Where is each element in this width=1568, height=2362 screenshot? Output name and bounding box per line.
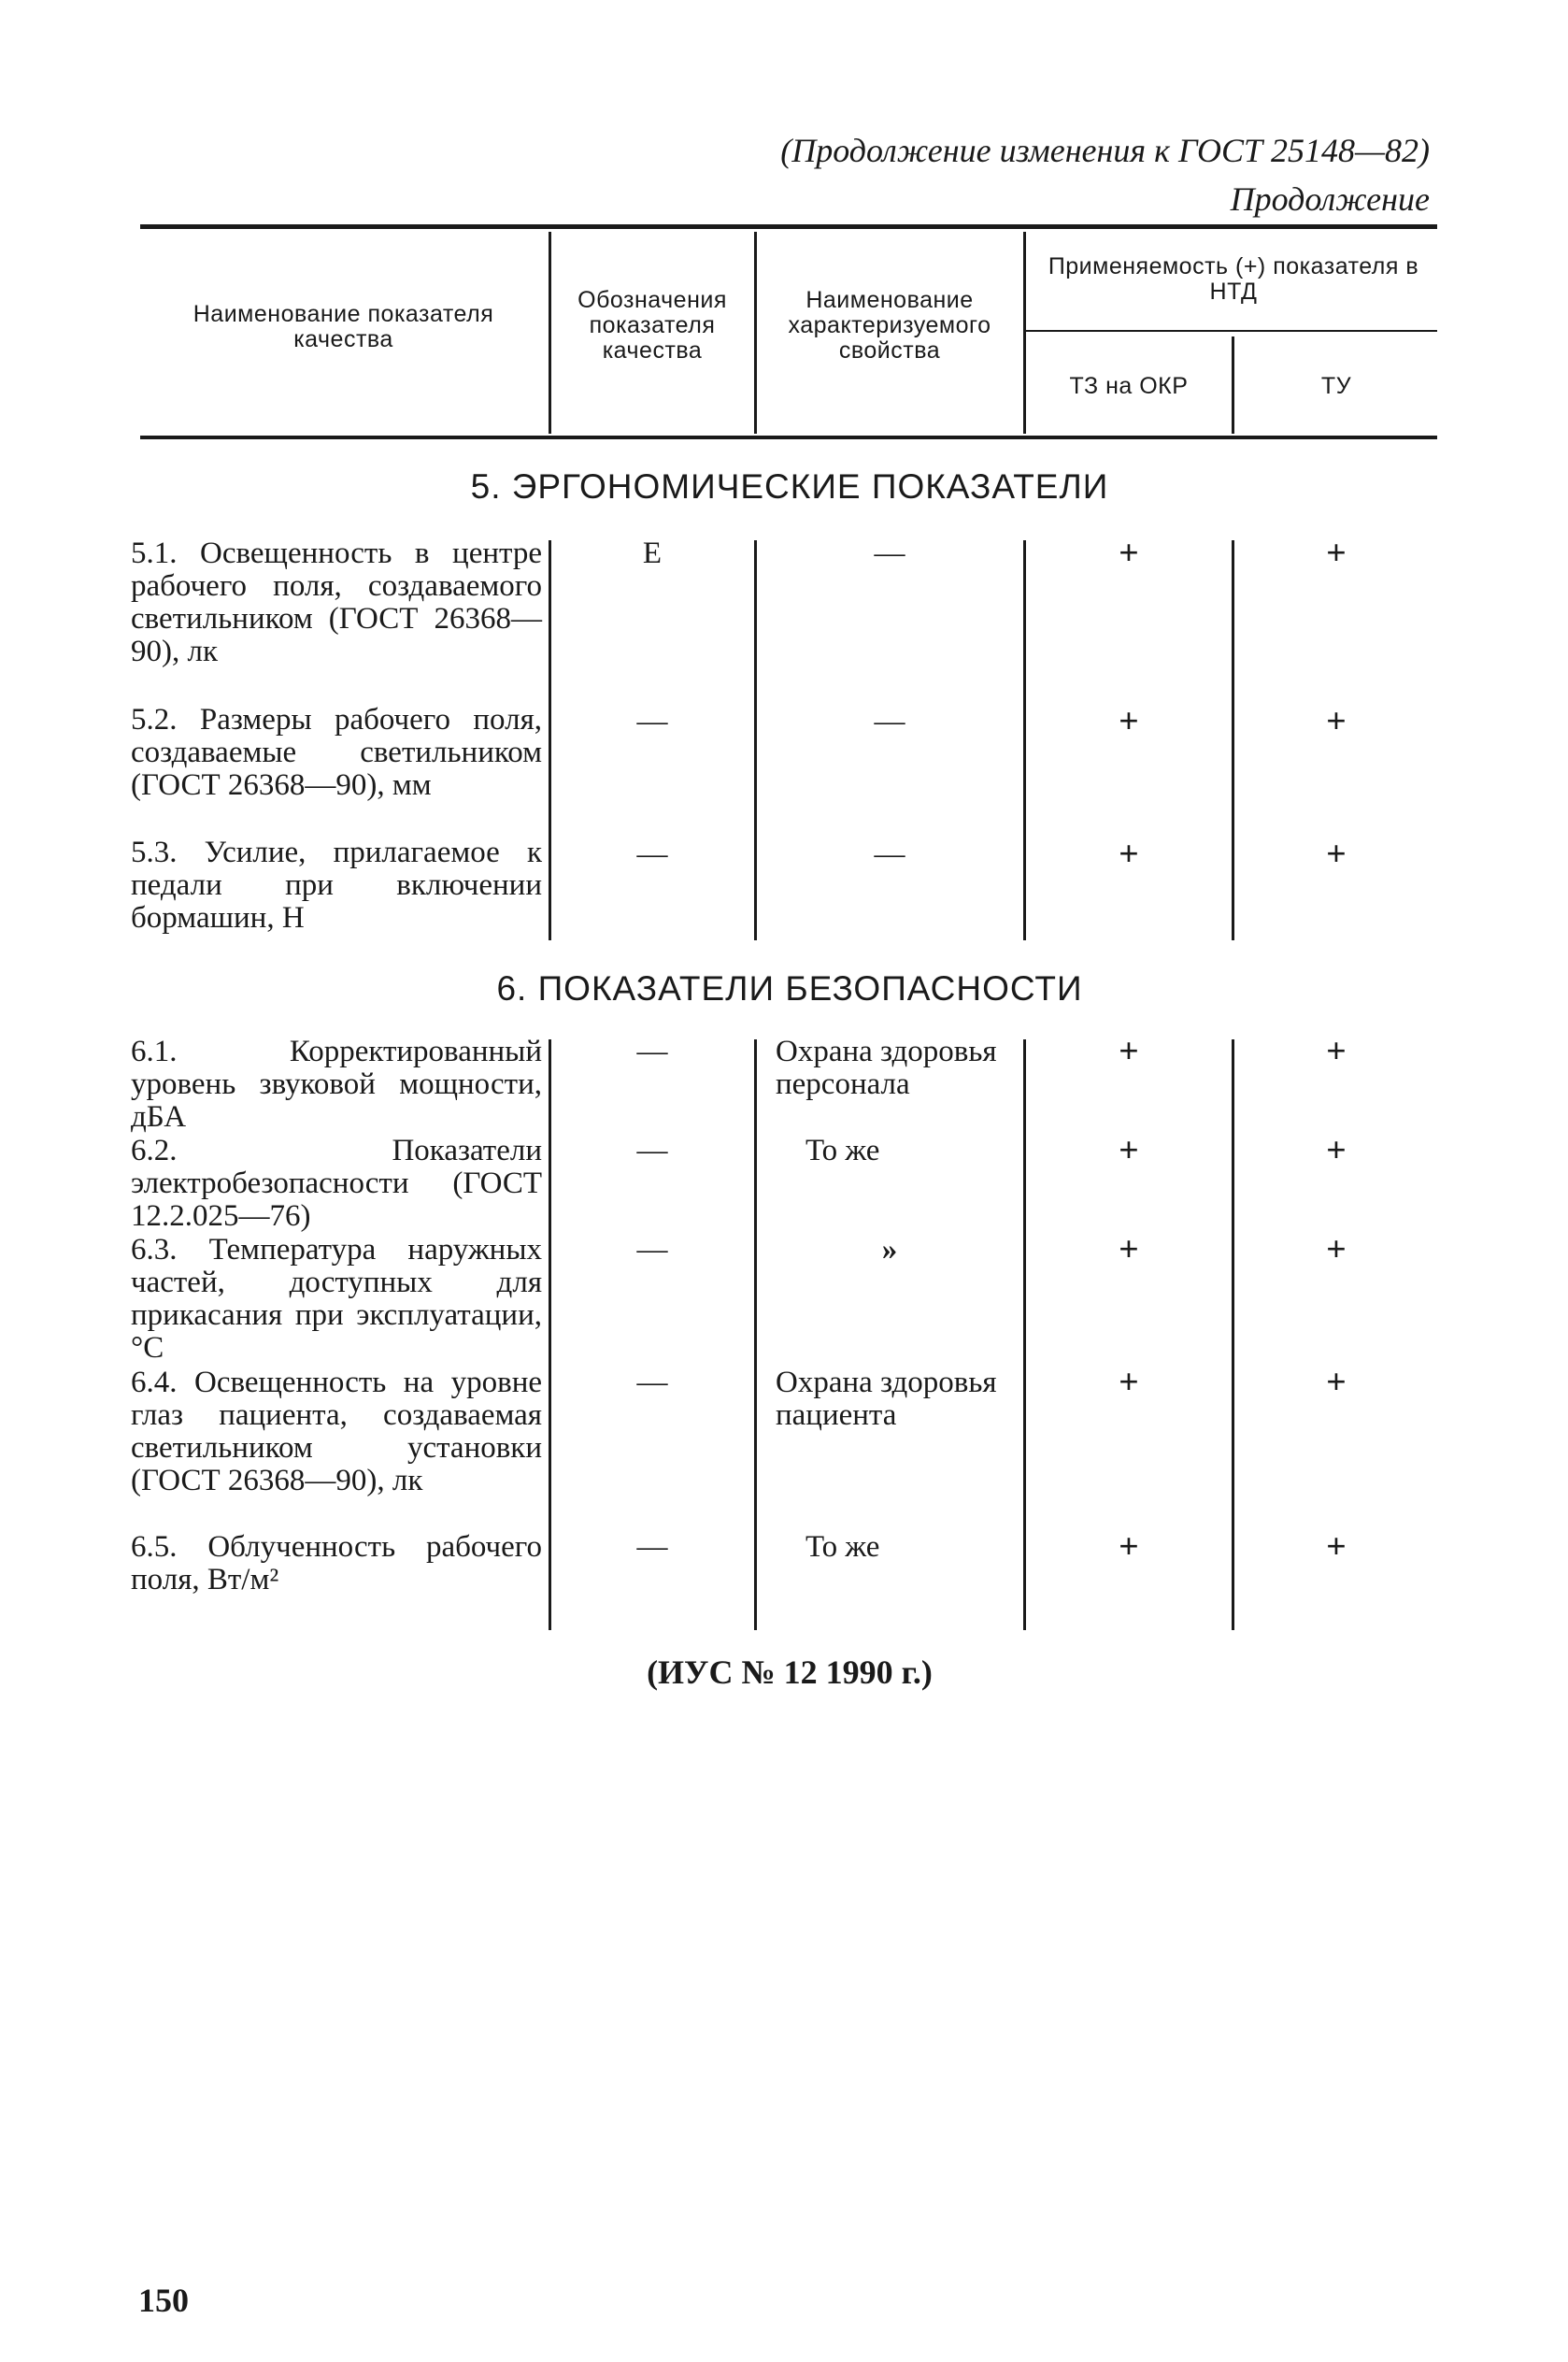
row-6-2-property: То же xyxy=(805,1134,880,1167)
section-title-ergonomic: 5. ЭРГОНОМИЧЕСКИЕ ПОКАЗАТЕЛИ xyxy=(470,467,1109,506)
row-6-5-tz-mark: + xyxy=(1119,1527,1139,1567)
row-5-2-tz-mark: + xyxy=(1119,702,1139,741)
header-divider-4 xyxy=(1232,336,1234,434)
row-5-1-tz-mark: + xyxy=(1119,534,1139,573)
row-6-5-property: То же xyxy=(805,1530,880,1564)
column-header-property: Наименование характеризуемого свойства xyxy=(788,287,991,364)
row-6-2-designation: — xyxy=(636,1134,668,1167)
column-header-designation: Обозначения показателя качества xyxy=(577,287,727,364)
row-6-3-designation: — xyxy=(636,1233,668,1267)
header-divider-1 xyxy=(549,232,551,434)
row-6-3-name: 6.3. Температура наружных частей, доступных для прикасания при эксплуатации, °С xyxy=(131,1233,542,1365)
row-5-2-designation: — xyxy=(636,705,668,738)
ius-reference: (ИУС № 12 1990 г.) xyxy=(647,1653,933,1691)
continuation-subheader: Продолжение xyxy=(1230,180,1430,218)
row-6-2-name: 6.2. Показатели электробезопасности (ГОСТ 12.2.025—76) xyxy=(131,1134,542,1233)
row-5-1-designation: Е xyxy=(642,537,663,570)
row-6-3-tu-mark: + xyxy=(1326,1230,1347,1269)
row-6-4-tu-mark: + xyxy=(1326,1363,1347,1402)
applicability-split-rule xyxy=(1024,330,1437,332)
s6-divider-2 xyxy=(754,1039,757,1630)
row-6-1-property: Охрана здоровья персонала xyxy=(776,1035,997,1101)
row-6-3-tz-mark: + xyxy=(1119,1230,1139,1269)
row-5-2-name: 5.2. Размеры рабочего поля, создаваемые светильником (ГОСТ 26368—90), мм xyxy=(131,703,542,802)
header-divider-2 xyxy=(754,232,757,434)
row-5-3-designation: — xyxy=(636,837,668,871)
s5-divider-2 xyxy=(754,540,757,940)
page-number: 150 xyxy=(138,2282,189,2319)
s6-divider-1 xyxy=(549,1039,551,1630)
row-5-3-property: — xyxy=(874,837,905,871)
continuation-header: (Продолжение изменения к ГОСТ 25148—82) xyxy=(780,132,1430,169)
s6-divider-4 xyxy=(1232,1039,1234,1630)
row-5-1-name: 5.1. Освещенность в центре рабочего поля, создаваемого светильником (ГОСТ 26368—90), лк xyxy=(131,537,542,668)
row-6-4-tz-mark: + xyxy=(1119,1363,1139,1402)
s6-divider-3 xyxy=(1023,1039,1026,1630)
row-6-4-name: 6.4. Освещенность на уровне глаз пациента, создаваемая светильником установки (ГОСТ 26368—90), лк xyxy=(131,1366,542,1497)
s5-divider-4 xyxy=(1232,540,1234,940)
row-5-3-name: 5.3. Усилие, прилагаемое к педали при включении бормашин, Н xyxy=(131,836,542,935)
section-title-safety: 6. ПОКАЗАТЕЛИ БЕЗОПАСНОСТИ xyxy=(496,969,1083,1008)
s5-divider-1 xyxy=(549,540,551,940)
column-header-tz: ТЗ на ОКР xyxy=(1069,373,1189,399)
column-header-applicability: Применяемость (+) показателя в НТД xyxy=(1048,253,1419,305)
row-6-1-name: 6.1. Корректированный уровень звуковой мощности, дБА xyxy=(131,1035,542,1134)
header-divider-3 xyxy=(1023,232,1026,434)
row-6-1-designation: — xyxy=(636,1035,668,1068)
row-6-2-tu-mark: + xyxy=(1326,1131,1347,1170)
row-6-5-tu-mark: + xyxy=(1326,1527,1347,1567)
column-header-name: Наименование показателя качества xyxy=(192,301,494,352)
table-header-bottom-rule xyxy=(140,436,1437,439)
row-5-1-tu-mark: + xyxy=(1326,534,1347,573)
row-6-5-name: 6.5. Облученность рабочего поля, Вт/м² xyxy=(131,1530,542,1596)
row-6-2-tz-mark: + xyxy=(1119,1131,1139,1170)
row-6-1-tz-mark: + xyxy=(1119,1032,1139,1071)
row-6-3-property: » xyxy=(881,1233,898,1267)
row-6-4-designation: — xyxy=(636,1366,668,1399)
row-5-3-tu-mark: + xyxy=(1326,835,1347,874)
row-5-1-property: — xyxy=(874,537,905,570)
column-header-tu: ТУ xyxy=(1320,373,1352,399)
row-6-5-designation: — xyxy=(636,1530,668,1564)
row-5-2-property: — xyxy=(874,705,905,738)
row-6-4-property: Охрана здоровья пациента xyxy=(776,1366,997,1432)
table-top-rule xyxy=(140,224,1437,229)
row-6-1-tu-mark: + xyxy=(1326,1032,1347,1071)
s5-divider-3 xyxy=(1023,540,1026,940)
row-5-3-tz-mark: + xyxy=(1119,835,1139,874)
row-5-2-tu-mark: + xyxy=(1326,702,1347,741)
